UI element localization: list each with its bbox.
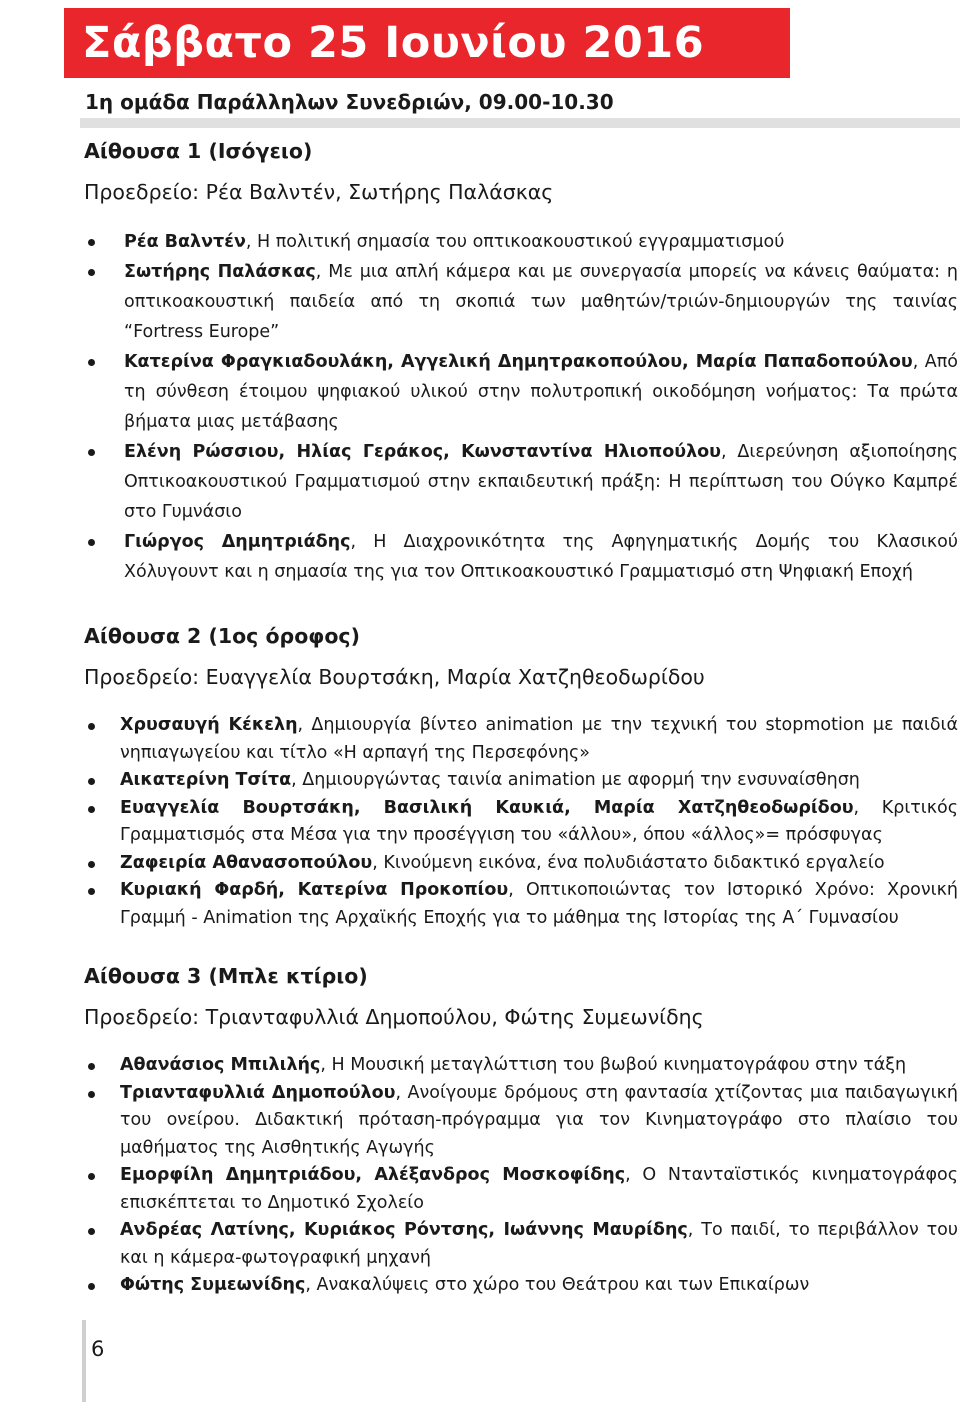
talk-item [84, 712, 958, 767]
talk-item [84, 1052, 958, 1080]
talk-authors: Ρέα Βαλντέν [124, 232, 246, 252]
bullet-icon [88, 359, 95, 366]
talk-item [84, 767, 958, 795]
talk-authors: Ζαφειρία Αθανασοπούλου [120, 852, 373, 873]
talk-title: , Κριτικός Γραμματισμός στα Μέσα για την προσέγγιση του «άλλου», όπου «άλλος»= πρόσφυγας [120, 797, 958, 845]
talk-authors: Εμορφίλη Δημητριάδου, Αλέξανδρος Μοσκοφίδης [120, 1165, 626, 1185]
bullet-icon [88, 861, 95, 868]
room-chairs: Προεδρείο: Τριανταφυλλιά Δημοπούλου, Φώτης Συμεωνίδης [84, 1005, 704, 1029]
talk-title: , Δημιουργώντας ταινία animation με αφορμή την ενσυναίσθηση [291, 770, 860, 790]
talk-authors: Κυριακή Φαρδή, Κατερίνα Προκοπίου [120, 880, 509, 900]
bullet-icon [88, 239, 95, 246]
talk-item [84, 257, 958, 347]
talk-authors: Ευαγγελία Βουρτσάκη, Βασιλική Καυκιά, Μαρία Χατζηθεοδωρίδου [120, 797, 854, 818]
room-section-2 [84, 619, 958, 932]
bullet-icon [88, 269, 95, 276]
bullet-icon [88, 539, 95, 546]
talk-title: , Κινούμενη εικόνα, ένα πολυδιάστατο διδακτικό εργαλείο [372, 852, 885, 873]
room-chairs: Προεδρείο: Ευαγγελία Βουρτσάκη, Μαρία Χατζηθεοδωρίδου [84, 665, 705, 689]
talk-item [84, 527, 958, 587]
section-spacer [84, 932, 958, 959]
talk-list [84, 712, 958, 932]
talk-item [84, 1162, 958, 1217]
talk-title: , Ανοίγουμε δρόμους στη φαντασία χτίζοντας μια παιδαγωγική του ονείρου. Διδακτική πρόταση-πρόγραμμα για τον Κινηματογράφο στο πλαίσιο του μαθήματος της Αισθητικής Αγωγής [120, 1082, 958, 1158]
room-chairs: Προεδρείο: Ρέα Βαλντέν, Σωτήρης Παλάσκας [84, 180, 554, 204]
talk-title: , Ο Ντανταϊστικός κινηματογράφος επισκέπτεται το Δημοτικό Σχολείο [120, 1165, 958, 1213]
room-title: Αίθουσα 1 (Ισόγειο) [84, 139, 313, 163]
talk-item [84, 1080, 958, 1163]
talk-list [84, 1052, 958, 1300]
talk-authors: Γιώργος Δημητριάδης [124, 532, 351, 552]
bullet-icon [88, 806, 95, 813]
talk-title: , Το παιδί, το περιβάλλον του και η κάμερα-φωτογραφική μηχανή [120, 1220, 958, 1268]
talk-title: , Ανακαλύψεις στο χώρο του Θεάτρου και των Επικαίρων [305, 1275, 810, 1295]
bullet-icon [88, 723, 95, 730]
talk-title: , Με μια απλή κάμερα και με συνεργασία μπορείς να κάνεις θαύματα: η οπτικοακουστική παιδεία από τη σκοπιά των μαθητών/τριών-δημιουργών της ταινίας “Fortress Europe” [124, 262, 958, 342]
date-banner [64, 8, 790, 78]
talk-title: , Από τη σύνθεση έτοιμου ψηφιακού υλικού στην πολυτροπική οικοδόμηση νοήματος: Τα πρώτα βήματα μιας μετάβασης [124, 352, 958, 432]
talk-authors: Αθανάσιος Μπιλιλής [120, 1055, 321, 1075]
talk-authors: Φώτης Συμεωνίδης [120, 1275, 306, 1295]
talk-authors: Ανδρέας Λατίνης, Κυριάκος Ρόντσης, Ιωάννης Μαυρίδης [120, 1220, 688, 1240]
talk-item [84, 227, 958, 257]
talk-title: , Η Διαχρονικότητα της Αφηγηματικής Δομής του Κλασικού Χόλυγουντ και η σημασία της για τον Οπτικοακουστικό Γραμματισμό στη Ψηφιακή Εποχή [124, 532, 958, 582]
talk-title: , Οπτικοποιώντας τον Ιστορικό Χρόνο: Χρονική Γραμμή - Animation της Αρχαϊκής Εποχής για το μάθημα της Ιστορίας της Α΄ Γυμνασίου [120, 880, 958, 928]
bullet-icon [88, 1063, 95, 1070]
talk-item [84, 1217, 958, 1272]
room-title: Αίθουσα 3 (Μπλε κτίριο) [84, 964, 368, 988]
page-number: 6 [91, 1337, 105, 1361]
room-section-1 [84, 134, 958, 587]
section-spacer [84, 587, 958, 619]
talk-title: , Η πολιτική σημασία του οπτικοακουστικού εγγραμματισμού [245, 232, 785, 252]
talk-authors: Κατερίνα Φραγκιαδουλάκη, Αγγελική Δημητρακοπούλου, Μαρία Παπαδοπούλου [124, 352, 913, 372]
talk-authors: Χρυσαυγή Κέκελη [120, 715, 298, 735]
talk-authors: Σωτήρης Παλάσκας [124, 262, 316, 282]
talk-item [84, 437, 958, 527]
talk-item [84, 347, 958, 437]
talk-title: , Διερεύνηση αξιοποίησης Οπτικοακουστικού Γραμματισμού στην εκπαιδευτική πράξη: Η περίπτωση του Ούγκο Καμπρέ στο Γυμνάσιο [124, 442, 958, 522]
talk-title: , Η Μουσική μεταγλώττιση του βωβού κινηματογράφου στην τάξη [320, 1055, 907, 1075]
bullet-icon [88, 1228, 95, 1235]
bullet-icon [88, 778, 95, 785]
bullet-icon [88, 1283, 95, 1290]
room-section-3 [84, 959, 958, 1300]
bullet-icon [88, 449, 95, 456]
group-title-underline [80, 118, 960, 128]
talk-item [84, 795, 958, 850]
talk-authors: Αικατερίνη Τσίτα [120, 770, 292, 790]
bullet-icon [88, 1173, 95, 1180]
date-title: Σάββατο 25 Ιουνίου 2016 [82, 18, 705, 68]
talk-item [84, 877, 958, 932]
session-group-title: 1η ομάδα Παράλληλων Συνεδριών, 09.00-10.30 [85, 88, 618, 116]
bullet-icon [88, 888, 95, 895]
program-content [84, 134, 958, 1300]
page-number-rule [82, 1320, 86, 1402]
talk-list [84, 227, 958, 587]
talk-item [84, 850, 958, 878]
talk-authors: Ελένη Ρώσσιου, Ηλίας Γεράκος, Κωνσταντίνα Ηλιοπούλου [124, 442, 722, 462]
room-title: Αίθουσα 2 (1ος όροφος) [84, 624, 360, 648]
talk-item [84, 1272, 958, 1300]
bullet-icon [88, 1091, 95, 1098]
talk-title: , Δημιουργία βίντεο animation με την τεχνική του stopmotion με παιδιά νηπιαγωγείου και τίτλο «Η αρπαγή της Περσεφόνης» [120, 715, 958, 763]
talk-authors: Τριανταφυλλιά Δημοπούλου [120, 1082, 396, 1103]
